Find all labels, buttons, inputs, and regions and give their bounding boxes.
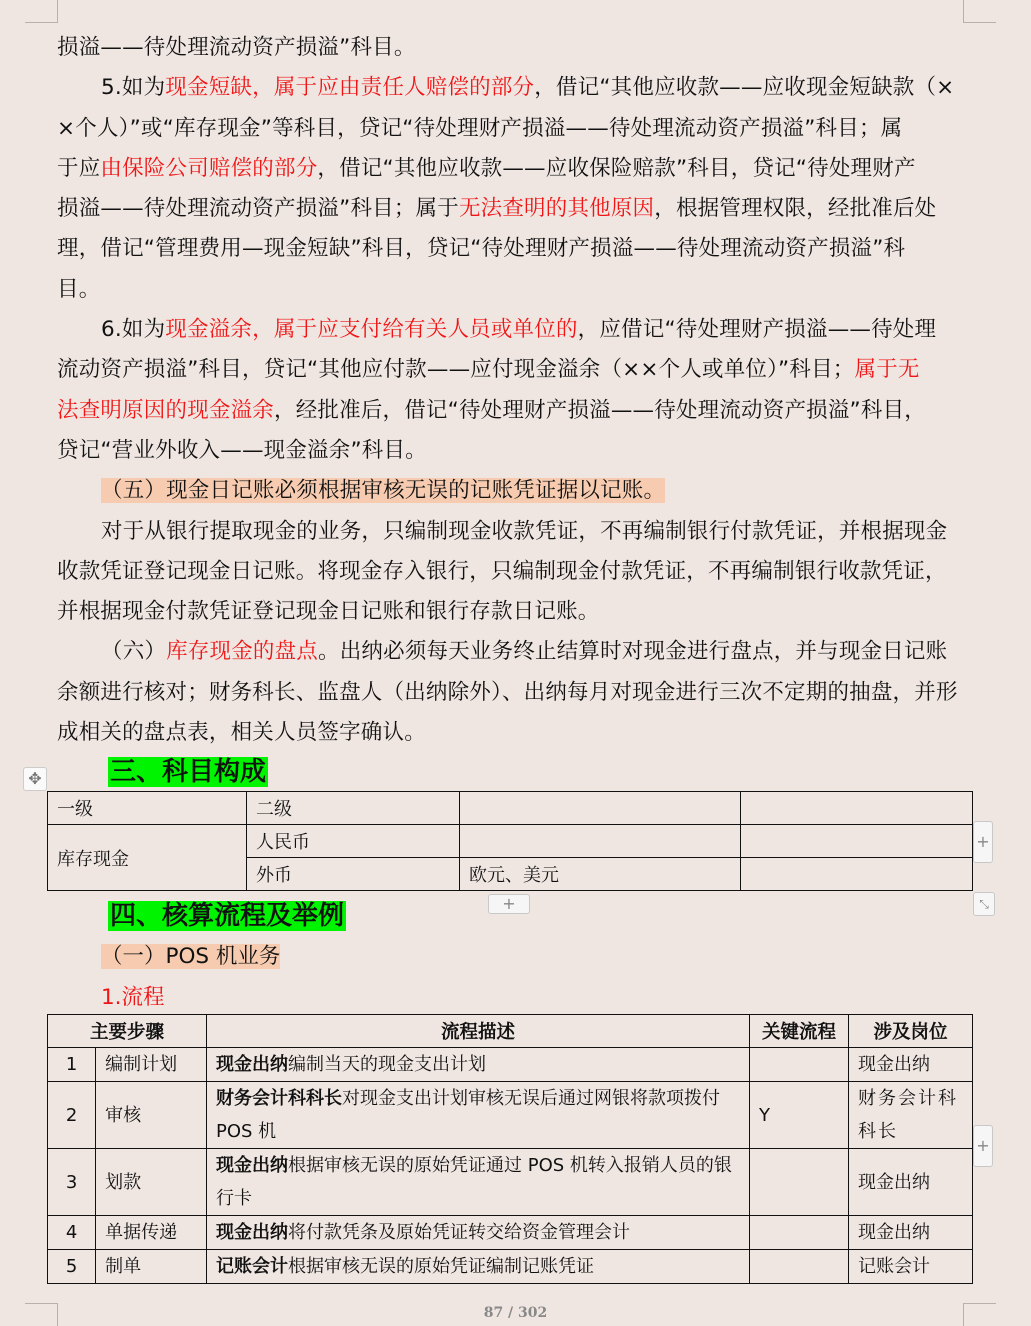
text: （六） [101,639,167,665]
paragraph-item-6 [57,310,965,350]
step-description [207,1082,750,1149]
table-row [48,825,973,858]
table-cell[interactable]: 欧元、美元 [460,858,741,891]
highlight-red-text: 由保险公司赔偿的部分 [100,155,318,181]
paragraph-line [57,431,965,471]
text: 并根据现金付款凭证登记现金日记账和银行存款日记账。 [57,599,600,625]
role: 现金出纳 [849,1216,973,1250]
account-structure-table [47,791,973,891]
highlight-red-text: 现金短缺，属于应由责任人赔偿的部分 [165,75,535,101]
add-column-button[interactable]: + [488,894,530,914]
table-row [48,1250,973,1284]
table-cell[interactable] [741,858,973,891]
text: 根据审核无误的原始凭证编制记账凭证 [288,1256,594,1277]
text: ，经批准后，借记“待处理财产损溢——待处理流动资产损溢”科目， [274,397,926,423]
text: 根据审核无误的原始凭证通过 POS 机转入报销人员的银行卡 [216,1155,732,1209]
role: 现金出纳 [849,1149,973,1216]
text: 编制当天的现金支出计划 [288,1054,486,1075]
key-flag [750,1250,849,1284]
highlight-red-text: 法查明原因的现金溢余 [57,397,275,423]
table-cell-merged[interactable]: 库存现金 [48,825,247,891]
text: ，借记“其他应收款——应收保险赔款”科目，贷记“待处理财产 [317,155,916,181]
column-header: 涉及岗位 [849,1015,973,1048]
table-move-handle-icon[interactable]: ✥ [23,767,47,791]
key-flag: Y [750,1082,849,1149]
add-row-button[interactable]: + [973,1125,993,1167]
page-corner-mark-top-right [963,0,996,23]
process-table [47,1014,973,1284]
highlight-red-text: 属于无 [854,357,920,383]
paragraph-line [57,149,965,189]
paragraph-line [57,391,965,431]
heading-text: 三、科目构成 [110,757,267,787]
text: 。出纳必须每天业务终止结算时对现金进行盘点，并与现金日记账 [318,639,948,665]
step-name: 划款 [96,1149,207,1216]
step-description [207,1048,750,1082]
highlight-red-text: ， [252,317,274,343]
table-header-row [48,1015,973,1048]
paragraph-line [57,592,965,632]
paragraph-item-5 [57,68,965,108]
section-heading-four [108,894,346,934]
highlighted-heading: （五）现金日记账必须根据审核无误的记账凭证据以记账。 [101,478,666,504]
text: 贷记“营业外收入——现金溢余”科目。 [57,437,427,463]
role: 记账会计 [849,1250,973,1284]
column-header: 流程描述 [207,1015,750,1048]
text: 流动资产损溢”科目，贷记“其他应付款——应付现金溢余（××个人或单位）”科目； [57,357,855,383]
heading-text: 四、核算流程及举例 [110,901,345,931]
table-cell[interactable]: 一级 [48,792,247,825]
highlight-red-text: 库存现金的盘点 [166,639,319,665]
text: ×个人）”或“库存现金”等科目，贷记“待处理财产损溢——待处理流动资产损溢”科目；属 [57,115,903,141]
paragraph-line [57,552,965,592]
paragraph-line [57,109,965,149]
highlight-red-text: 无法查明的其他原因 [458,196,655,222]
section-5-heading [57,471,965,511]
text: 成相关的盘点表，相关人员签字确认。 [57,720,426,746]
section-6-paragraph [57,632,965,672]
role: 财务会计科科长 [849,1082,973,1149]
paragraph-line [57,189,965,229]
text: ，借记“其他应收款——应收现金短缺款（× [534,75,955,101]
step-description [207,1216,750,1250]
text: ，应借记“待处理财产损溢——待处理 [577,317,937,343]
add-row-button[interactable]: + [973,821,993,863]
text: ，根据管理权限，经批准后处 [654,196,937,222]
step-name: 编制计划 [96,1048,207,1082]
text: 对现金支出计划审核无误后通过网银将款项拨付 POS 机 [216,1088,720,1142]
actor: 现金出纳 [216,1054,288,1075]
table-row [48,1216,973,1250]
table-cell[interactable] [741,825,973,858]
step-number: 3 [48,1149,96,1216]
table-row [48,1048,973,1082]
text: 收款凭证登记现金日记账。将现金存入银行，只编制现金付款凭证，不再编制银行收款凭证， [57,558,947,584]
text: 余额进行核对；财务科长、监盘人（出纳除外）、出纳每月对现金进行三次不定期的抽盘，并形 [57,679,958,705]
step-name: 制单 [96,1250,207,1284]
table-cell[interactable] [460,792,741,825]
actor: 财务会计科科长 [216,1088,342,1109]
key-flag [750,1048,849,1082]
paragraph-line [57,350,965,390]
table-cell[interactable]: 外币 [247,858,460,891]
key-flag [750,1149,849,1216]
table-row [48,1149,973,1216]
paragraph-line [57,673,965,713]
page-corner-mark-top-left [25,0,58,23]
subsection-heading-pos [101,937,280,977]
text: 损溢——待处理流动资产损溢”科目；属于 [57,196,459,222]
table-row [48,792,973,825]
actor: 记账会计 [216,1256,288,1277]
column-header: 关键流程 [750,1015,849,1048]
document-body [57,28,965,753]
table-cell[interactable] [460,825,741,858]
step-number: 1 [48,1048,96,1082]
paragraph-line [57,270,965,310]
actor: 现金出纳 [216,1222,288,1243]
actor: 现金出纳 [216,1155,288,1176]
text: 对于从银行提取现金的业务，只编制现金收款凭证，不再编制银行付款凭证，并根据现金 [101,518,948,544]
step-name: 审核 [96,1082,207,1149]
step-number: 5 [48,1250,96,1284]
role: 现金出纳 [849,1048,973,1082]
step-description [207,1149,750,1216]
step-number: 4 [48,1216,96,1250]
step-description [207,1250,750,1284]
paragraph-line [57,713,965,753]
highlighted-heading: （一）POS 机业务 [101,944,281,969]
paragraph-line [57,512,965,552]
text: 5.如为 [101,75,166,101]
step-name: 单据传递 [96,1216,207,1250]
text: 目。 [57,276,101,302]
page-indicator: 87 / 302 [483,1305,548,1321]
table-resize-icon[interactable]: ⤡ [973,892,995,916]
table-cell[interactable]: 人民币 [247,825,460,858]
section-heading-three [108,751,268,791]
paragraph-line [57,229,965,269]
step-number: 2 [48,1082,96,1149]
paragraph-continuation [57,28,965,68]
table-cell[interactable] [741,792,973,825]
text: 损溢——待处理流动资产损溢”科目。 [57,35,416,60]
text: 理，借记“管理费用—现金短缺”科目，贷记“待处理财产损溢——待处理流动资产损溢”科 [57,236,906,262]
table-cell[interactable]: 二级 [247,792,460,825]
key-flag [750,1216,849,1250]
table-row [48,1082,973,1149]
column-header: 主要步骤 [48,1015,207,1048]
highlight-red-text: 属于应支付给有关人员或单位的 [273,317,578,343]
text: 于应 [57,155,101,181]
flow-heading: 1.流程 [101,985,165,1010]
text: 6.如为 [101,317,166,343]
highlight-red-text: 现金溢余 [165,317,253,343]
text: 将付款凭条及原始凭证转交给资金管理会计 [288,1222,630,1243]
